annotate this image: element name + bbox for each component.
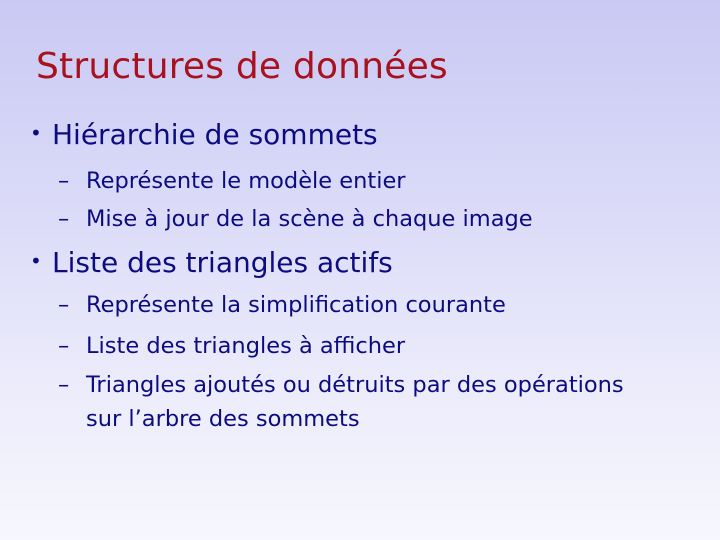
bullet-item bbox=[30, 118, 378, 151]
dash-marker: – bbox=[58, 333, 70, 359]
sub-item bbox=[58, 333, 405, 359]
sub-item bbox=[58, 206, 533, 232]
sub-item-text: Représente le modèle entier bbox=[86, 168, 406, 194]
bullet-label: Hiérarchie de sommets bbox=[52, 118, 378, 151]
sub-item bbox=[58, 292, 506, 318]
dash-marker: – bbox=[58, 372, 70, 398]
bullet-label: Liste des triangles actifs bbox=[52, 246, 393, 279]
slide-title: Structures de données bbox=[36, 46, 448, 87]
sub-item-text: Triangles ajoutés ou détruits par des opérations bbox=[86, 372, 624, 398]
bullet-item bbox=[30, 246, 393, 279]
bullet-marker: • bbox=[30, 249, 42, 273]
sub-item bbox=[58, 168, 406, 194]
dash-marker: – bbox=[58, 292, 70, 318]
sub-item-text: Mise à jour de la scène à chaque image bbox=[86, 206, 533, 232]
sub-item-text: Représente la simplification courante bbox=[86, 292, 506, 318]
sub-item bbox=[58, 372, 624, 398]
dash-marker: – bbox=[58, 206, 70, 232]
sub-item-text: Liste des triangles à afficher bbox=[86, 333, 406, 359]
dash-marker: – bbox=[58, 168, 70, 194]
bullet-marker: • bbox=[30, 121, 42, 145]
sub-item-continuation: sur l’arbre des sommets bbox=[86, 406, 360, 432]
